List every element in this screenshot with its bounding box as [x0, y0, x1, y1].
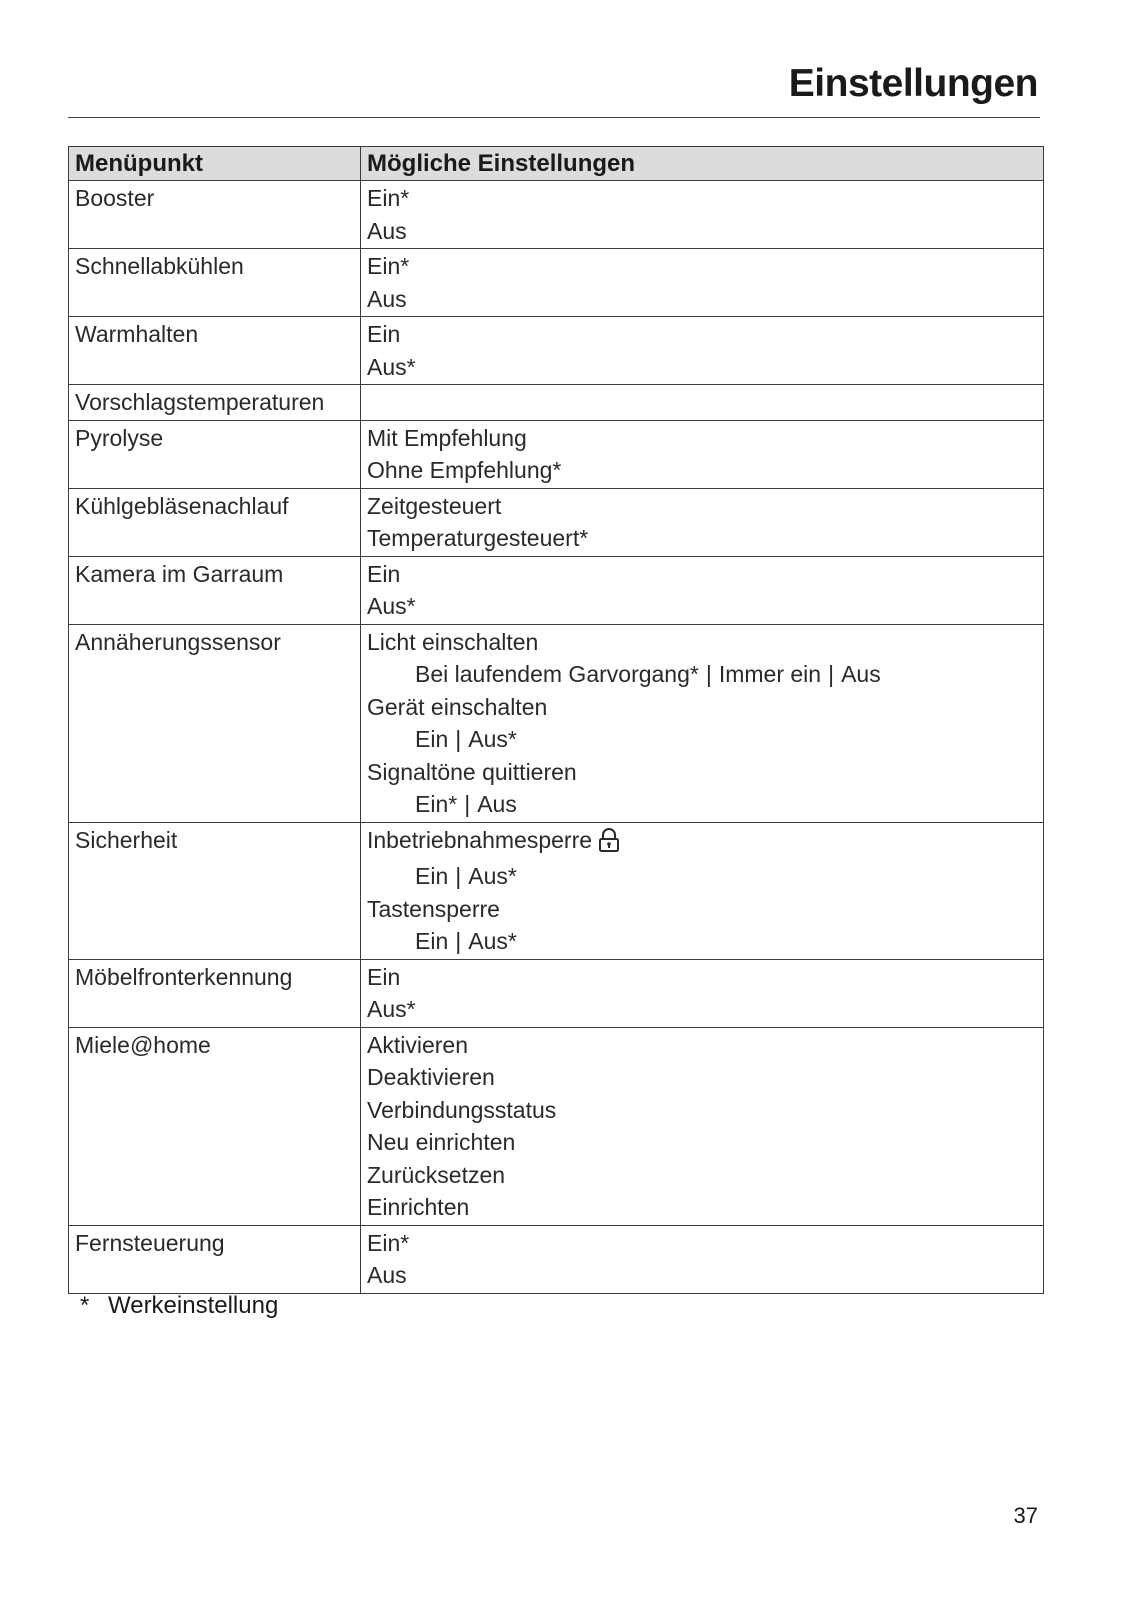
menu-item-cell: Fernsteuerung	[69, 1225, 361, 1293]
option-line	[367, 1259, 1037, 1292]
sub-option: Bei laufendem Garvorgang*	[415, 661, 699, 687]
option-separator: |	[455, 928, 462, 954]
sub-option-line	[367, 723, 1037, 756]
table-row	[69, 1027, 1044, 1225]
menu-item-cell: Miele@home	[69, 1027, 361, 1225]
menu-item-cell: Vorschlagstemperaturen	[69, 385, 361, 421]
option-text: Inbetriebnahmesperre	[367, 826, 593, 853]
table-row	[69, 624, 1044, 822]
settings-cell	[361, 959, 1044, 1027]
option-line	[367, 590, 1037, 623]
option-text: Ein*	[367, 253, 410, 279]
option-text: Aus	[367, 285, 407, 312]
settings-cell	[361, 822, 1044, 959]
option-text: Aus	[367, 217, 407, 244]
page-title: Einstellungen	[788, 62, 1038, 105]
option-line	[367, 454, 1037, 487]
table-row	[69, 385, 1044, 421]
page-number: 37	[1013, 1503, 1038, 1528]
settings-cell	[361, 181, 1044, 249]
menu-item-cell: Booster	[69, 181, 361, 249]
settings-cell	[361, 556, 1044, 624]
option-separator: |	[705, 661, 712, 687]
option-text: Ein*	[367, 185, 410, 211]
option-text: Ein*	[367, 1229, 410, 1256]
table-row	[69, 249, 1044, 317]
option-text: Deaktivieren	[367, 1064, 495, 1090]
column-header-possible-settings: Mögliche Einstellungen	[361, 147, 1044, 181]
option-text: Gerät einschalten	[367, 693, 548, 720]
settings-cell	[361, 624, 1044, 822]
option-line	[367, 522, 1037, 555]
option-line	[367, 626, 1037, 659]
option-text: Ohne Empfehlung*	[367, 457, 562, 483]
option-text: Licht einschalten	[367, 628, 539, 655]
option-separator: |	[828, 661, 835, 687]
option-line	[367, 1126, 1037, 1159]
table-row	[69, 556, 1044, 624]
sub-option: Ein	[415, 863, 449, 889]
table-header-row	[69, 147, 1044, 181]
option-text: Zurücksetzen	[367, 1161, 506, 1188]
table-body	[69, 181, 1044, 1294]
table-row	[69, 420, 1044, 488]
option-line	[367, 993, 1037, 1026]
sub-option-line	[367, 658, 1037, 691]
footnote	[80, 1292, 278, 1320]
sub-option-line	[367, 788, 1037, 821]
option-line	[367, 1191, 1037, 1224]
option-text: Ein	[367, 560, 401, 587]
column-header-menu-item: Menüpunkt	[69, 147, 361, 181]
settings-table	[68, 146, 1044, 1294]
option-line	[367, 756, 1037, 789]
sub-option-line	[367, 925, 1037, 958]
sub-option: Immer ein	[718, 661, 822, 687]
option-line	[367, 250, 1037, 283]
option-text: Aktivieren	[367, 1031, 468, 1058]
menu-item-cell: Warmhalten	[69, 317, 361, 385]
title-divider	[68, 117, 1040, 118]
table-row	[69, 181, 1044, 249]
menu-item-cell: Sicherheit	[69, 822, 361, 959]
sub-option: Aus*	[468, 726, 517, 752]
option-text: Signaltöne quittieren	[367, 758, 577, 785]
option-text: Aus*	[367, 996, 416, 1022]
option-separator: |	[455, 726, 462, 752]
option-line	[367, 1094, 1037, 1127]
option-text: Verbindungsstatus	[367, 1096, 557, 1123]
menu-item-cell: Pyrolyse	[69, 420, 361, 488]
option-text: Zeitgesteuert	[367, 492, 502, 519]
settings-cell	[361, 317, 1044, 385]
settings-cell	[361, 249, 1044, 317]
option-text: Ein	[367, 963, 401, 990]
option-line	[367, 1029, 1037, 1062]
option-text: Aus	[367, 1262, 407, 1288]
settings-cell	[361, 385, 1044, 421]
table-row	[69, 959, 1044, 1027]
option-line	[367, 318, 1037, 351]
option-text: Ein	[367, 321, 401, 347]
option-text: Aus*	[367, 353, 416, 380]
settings-cell	[361, 1225, 1044, 1293]
settings-cell	[361, 488, 1044, 556]
table-row	[69, 317, 1044, 385]
menu-item-cell: Kamera im Garraum	[69, 556, 361, 624]
table-row	[69, 822, 1044, 959]
sub-option: Aus	[477, 791, 517, 817]
option-line	[367, 558, 1037, 591]
menu-item-cell: Kühlgebläsenachlauf	[69, 488, 361, 556]
sub-option: Ein	[415, 726, 449, 752]
option-line	[367, 1159, 1037, 1192]
option-text: Neu einrichten	[367, 1129, 516, 1155]
option-text: Temperaturgesteuert*	[367, 525, 589, 551]
settings-cell	[361, 420, 1044, 488]
sub-option: Aus	[841, 661, 881, 687]
menu-item-cell: Schnellabkühlen	[69, 249, 361, 317]
option-line	[367, 182, 1037, 215]
sub-option: Ein*	[415, 791, 458, 817]
settings-cell	[361, 1027, 1044, 1225]
lock-icon	[598, 828, 620, 861]
option-line	[367, 691, 1037, 724]
sub-option: Ein	[415, 928, 449, 954]
menu-item-cell: Möbelfronterkennung	[69, 959, 361, 1027]
option-line	[367, 283, 1037, 316]
menu-item-cell: Annäherungssensor	[69, 624, 361, 822]
sub-option: Aus*	[468, 928, 517, 954]
option-text: Einrichten	[367, 1194, 470, 1220]
option-line	[367, 893, 1037, 926]
option-line	[367, 490, 1037, 523]
option-separator: |	[455, 863, 462, 889]
option-text: Mit Empfehlung	[367, 424, 527, 451]
sub-option: Aus*	[468, 863, 517, 889]
option-line	[367, 215, 1037, 248]
option-line	[367, 961, 1037, 994]
option-line	[367, 1227, 1037, 1260]
table-row	[69, 1225, 1044, 1293]
footnote-text: Werkeinstellung	[108, 1292, 279, 1319]
option-line	[367, 824, 1037, 861]
option-line	[367, 351, 1037, 384]
sub-option-line	[367, 860, 1037, 893]
option-separator: |	[464, 791, 471, 817]
option-text: Tastensperre	[367, 895, 500, 922]
option-line	[367, 1061, 1037, 1094]
footnote-marker: *	[80, 1292, 90, 1319]
table-row	[69, 488, 1044, 556]
option-text: Aus*	[367, 593, 416, 619]
option-line	[367, 422, 1037, 455]
